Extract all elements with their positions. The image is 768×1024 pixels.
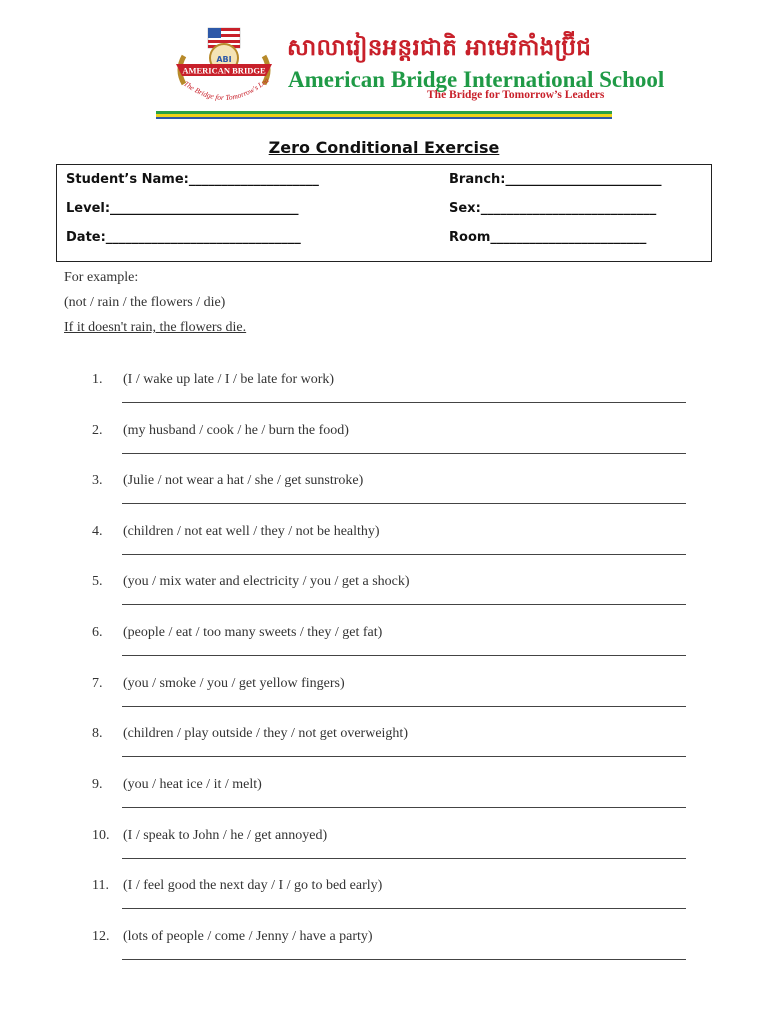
question-number: 8. bbox=[92, 726, 103, 741]
header-divider-blue bbox=[156, 117, 612, 119]
school-logo bbox=[170, 26, 278, 110]
question-item bbox=[0, 878, 768, 928]
question-number: 5. bbox=[92, 574, 103, 589]
question-number: 11. bbox=[92, 878, 109, 893]
student-name-field[interactable]: Student’s Name:____________________ bbox=[66, 172, 319, 187]
question-prompt: (children / play outside / they / not get overweight) bbox=[123, 726, 408, 741]
question-item bbox=[0, 372, 768, 422]
question-item bbox=[0, 929, 768, 979]
question-prompt: (I / wake up late / I / be late for work) bbox=[123, 372, 335, 387]
question-item bbox=[0, 423, 768, 473]
question-prompt: (people / eat / too many sweets / they / get fat) bbox=[123, 625, 383, 640]
answer-line[interactable] bbox=[122, 453, 686, 454]
question-number: 9. bbox=[92, 777, 103, 792]
example-answer: If it doesn't rain, the flowers die. bbox=[64, 320, 247, 335]
question-prompt: (I / speak to John / he / get annoyed) bbox=[123, 828, 328, 843]
answer-line[interactable] bbox=[122, 908, 686, 909]
answer-line[interactable] bbox=[122, 959, 686, 960]
example-label: For example: bbox=[64, 270, 139, 285]
question-item bbox=[0, 777, 768, 827]
logo-banner-text: AMERICAN BRIDGE bbox=[182, 65, 266, 76]
school-name-english: American Bridge International School bbox=[288, 67, 665, 92]
answer-line[interactable] bbox=[122, 503, 686, 504]
question-number: 4. bbox=[92, 524, 103, 539]
question-number: 6. bbox=[92, 625, 103, 640]
worksheet-title: Zero Conditional Exercise bbox=[268, 138, 500, 157]
question-prompt: (you / smoke / you / get yellow fingers) bbox=[123, 676, 345, 691]
student-info-box bbox=[56, 164, 712, 262]
question-prompt: (you / heat ice / it / melt) bbox=[123, 777, 262, 792]
question-prompt: (children / not eat well / they / not be healthy) bbox=[123, 524, 380, 539]
question-item bbox=[0, 524, 768, 574]
school-tagline: The Bridge for Tomorrow’s Leaders bbox=[427, 89, 605, 101]
answer-line[interactable] bbox=[122, 655, 686, 656]
answer-line[interactable] bbox=[122, 756, 686, 757]
question-item bbox=[0, 574, 768, 624]
question-number: 7. bbox=[92, 676, 103, 691]
question-item bbox=[0, 726, 768, 776]
question-number: 12. bbox=[92, 929, 110, 944]
level-field[interactable]: Level:_____________________________ bbox=[66, 201, 299, 216]
question-item bbox=[0, 676, 768, 726]
example-prompt: (not / rain / the flowers / die) bbox=[64, 295, 226, 310]
answer-line[interactable] bbox=[122, 604, 686, 605]
answer-line[interactable] bbox=[122, 807, 686, 808]
question-prompt: (I / feel good the next day / I / go to bed early) bbox=[123, 878, 383, 893]
question-number: 2. bbox=[92, 423, 103, 438]
sex-field[interactable]: Sex:___________________________ bbox=[449, 201, 657, 216]
answer-line[interactable] bbox=[122, 554, 686, 555]
branch-field[interactable]: Branch:________________________ bbox=[449, 172, 662, 187]
answer-line[interactable] bbox=[122, 402, 686, 403]
question-number: 10. bbox=[92, 828, 110, 843]
question-item bbox=[0, 625, 768, 675]
date-field[interactable]: Date:______________________________ bbox=[66, 230, 301, 245]
question-number: 1. bbox=[92, 372, 103, 387]
question-prompt: (you / mix water and electricity / you / get a shock) bbox=[123, 574, 410, 589]
question-number: 3. bbox=[92, 473, 103, 488]
answer-line[interactable] bbox=[122, 706, 686, 707]
room-field[interactable]: Room________________________ bbox=[449, 230, 647, 245]
svg-text:The Bridge for Tomorrow's Lead: The Bridge for Tomorrow's Lea bbox=[182, 75, 271, 103]
question-prompt: (Julie / not wear a hat / she / get sunstroke) bbox=[123, 473, 364, 488]
question-item bbox=[0, 828, 768, 878]
question-prompt: (lots of people / come / Jenny / have a party) bbox=[123, 929, 373, 944]
svg-text:ABI: ABI bbox=[216, 55, 232, 64]
school-name-khmer: សាលារៀនអន្តរជាតិ អាមេរិកាំងប្រ៊ីជ bbox=[287, 35, 592, 61]
answer-line[interactable] bbox=[122, 858, 686, 859]
question-item bbox=[0, 473, 768, 523]
question-prompt: (my husband / cook / he / burn the food) bbox=[123, 423, 349, 438]
